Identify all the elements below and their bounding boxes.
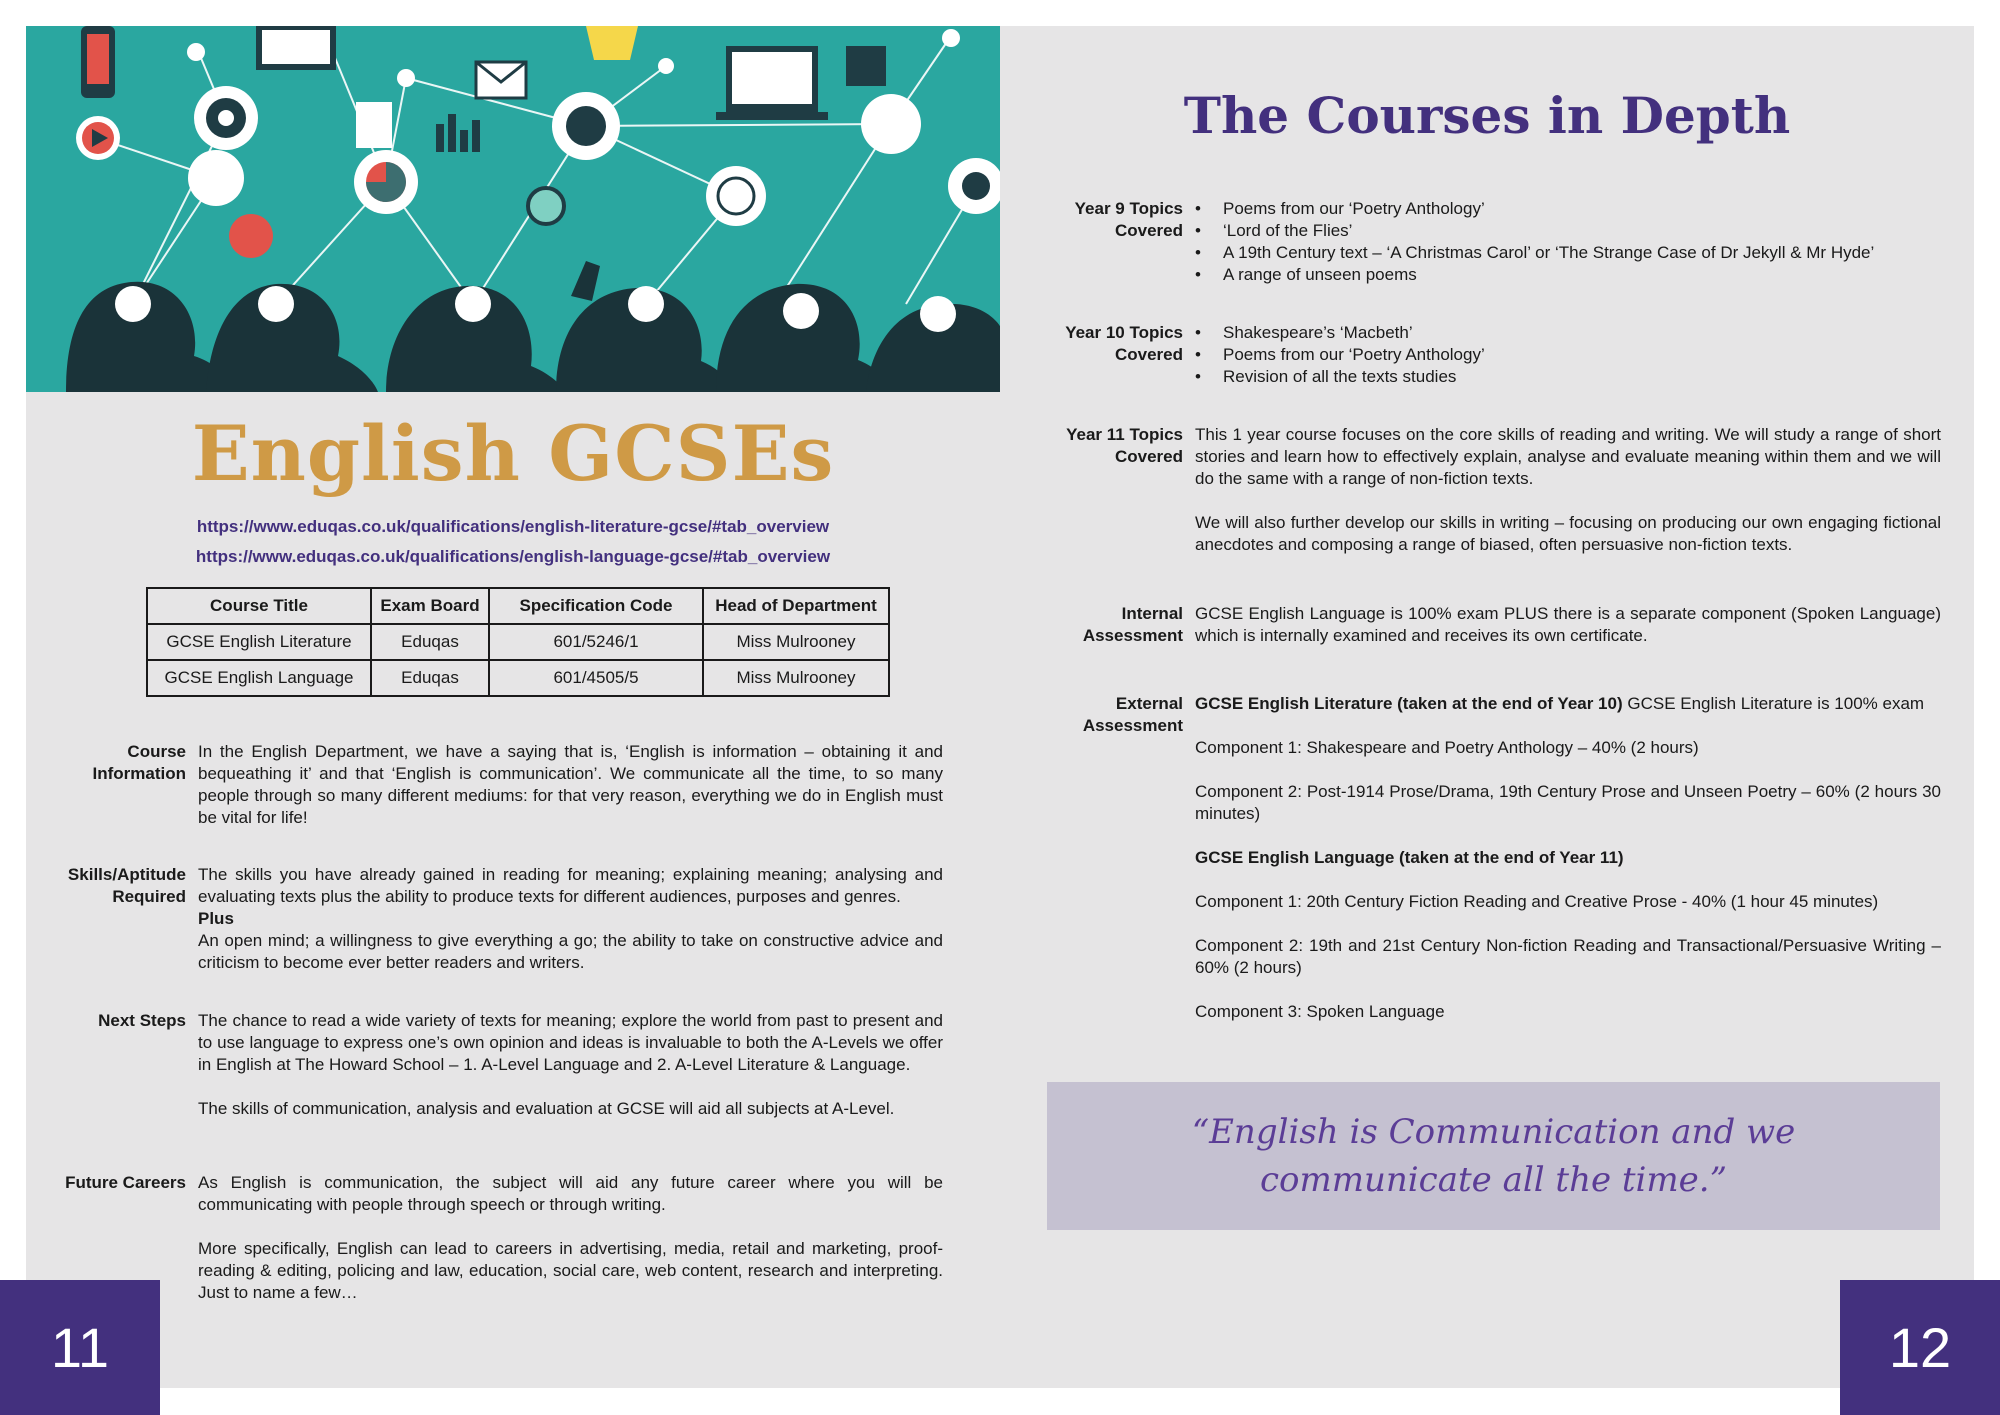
table-header: Specification Code	[489, 588, 703, 624]
section-label: Year 11 Topics Covered	[1066, 425, 1183, 466]
section-label: External Assessment	[1082, 694, 1183, 735]
table-cell: 601/5246/1	[489, 624, 703, 660]
year10-section	[1023, 322, 1941, 388]
network-heads-illustration	[26, 26, 1000, 392]
list-item: • Poems from our ‘Poetry Anthology’	[1195, 198, 1941, 220]
section-label: Year 10 Topics Covered	[1065, 323, 1183, 364]
section-text: The skills you have already gained in reading for meaning; explaining meaning; analysing and evaluating texts plus the ability to produce texts for different audiences, purposes and genres. Plus An open mind; a willingness to give everything a go; the ability to take on constructive advice and criticism to become ever better readers and writers.	[198, 865, 943, 972]
english-language-link[interactable]: https://www.eduqas.co.uk/qualifications/english-language-gcse/#tab_overview	[195, 547, 831, 566]
table-cell: Miss Mulrooney	[703, 624, 889, 660]
year9-section	[1023, 198, 1941, 286]
section-text: As English is communication, the subject will aid any future career where you will be communicating with people through speech or through writing. More specifically, English can lead to careers in advertising, media, retail and marketing, proof-reading & editing, policing and law, education, social care, web content, research and interpreting. Just to name a few…	[198, 1173, 943, 1302]
section-label: Course Information	[92, 742, 186, 783]
external-assessment-section	[1023, 693, 1941, 1023]
quote-text: “English is Communication and we communicate all the time.”	[1191, 1112, 1796, 1200]
table-header: Course Title	[147, 588, 371, 624]
table-header: Exam Board	[371, 588, 489, 624]
skills-section	[32, 864, 943, 974]
section-text: In the English Department, we have a saying that is, ‘English is information – obtaining it and bequeathing it’ and that ‘English is communication’. We communicate all the time, to so many people through so many different mediums: for that very reason, everything we do in English must be vital for life!	[198, 742, 943, 827]
literature-heading: GCSE English Literature (taken at the end of Year 10)	[1195, 694, 1623, 713]
table-row	[147, 660, 889, 696]
internal-assessment-section	[1023, 603, 1941, 647]
list-item: • Revision of all the texts studies	[1195, 366, 1941, 388]
page-number-left: 11	[0, 1280, 160, 1415]
section-label: Future Careers	[65, 1173, 186, 1192]
section-label: Skills/Aptitude Required	[67, 865, 186, 906]
course-information-section	[32, 741, 943, 829]
list-item: • A range of unseen poems	[1195, 264, 1941, 286]
table-cell: 601/4505/5	[489, 660, 703, 696]
list-item: • Poems from our ‘Poetry Anthology’	[1195, 344, 1941, 366]
page-title: English GCSEs	[191, 409, 835, 498]
table-cell: Eduqas	[371, 624, 489, 660]
table-row	[147, 624, 889, 660]
topic-list	[1195, 198, 1941, 286]
table-cell: Eduqas	[371, 660, 489, 696]
next-steps-section	[32, 1010, 943, 1120]
hero-illustration	[26, 26, 1000, 392]
table-header: Head of Department	[703, 588, 889, 624]
section-label: Next Steps	[98, 1011, 186, 1030]
list-item: • ‘Lord of the Flies’	[1195, 220, 1941, 242]
plus-label: Plus	[198, 909, 234, 928]
page-number-right: 12	[1840, 1280, 2000, 1415]
topic-list	[1195, 322, 1941, 388]
table-cell: Miss Mulrooney	[703, 660, 889, 696]
language-heading: GCSE English Language (taken at the end of Year 11)	[1195, 848, 1624, 867]
list-item: • A 19th Century text – ‘A Christmas Carol’ or ‘The Strange Case of Dr Jekyll & Mr Hyde’	[1195, 242, 1941, 264]
section-text: GCSE English Literature (taken at the end of Year 10) GCSE English Literature is 100% exam Component 1: Shakespeare and Poetry Anthology – 40% (2 hours) Component 2: Post-1914 Prose/Drama, 19th Century Prose and Unseen Poetry – 60% (2 hours 30 minutes) GCSE English Language (taken at the end of Year 11) Component 1: 20th Century Fiction Reading and Creative Prose - 40% (1 hour 45 minutes) Component 2: 19th and 21st Century Non-fiction Reading and Transactional/Persuasive Writing – 60% (2 hours) Component 3: Spoken Language	[1195, 694, 1941, 1021]
course-table	[146, 587, 890, 697]
table-cell: GCSE English Literature	[147, 624, 371, 660]
year11-section	[1023, 424, 1941, 556]
section-title: The Courses in Depth	[1183, 86, 1791, 145]
table-header-row	[147, 588, 889, 624]
quote-box	[1047, 1082, 1940, 1230]
english-literature-link[interactable]: https://www.eduqas.co.uk/qualifications/english-literature-gcse/#tab_overview	[196, 517, 830, 536]
section-text: This 1 year course focuses on the core skills of reading and writing. We will study a range of short stories and learn how to effectively explain, analyse and evaluate meaning within them and we will do the same with a range of non-fiction texts. We will also further develop our skills in writing – focusing on producing our own engaging fictional anecdotes and composing a range of biased, often persuasive non-fiction texts.	[1195, 425, 1941, 554]
table-cell: GCSE English Language	[147, 660, 371, 696]
section-text	[1195, 322, 1941, 388]
section-label: Internal Assessment	[1082, 604, 1183, 645]
future-careers-section	[32, 1172, 943, 1304]
qualification-links	[26, 512, 1000, 572]
section-label: Year 9 Topics Covered	[1074, 199, 1183, 240]
section-text: The chance to read a wide variety of texts for meaning; explore the world from past to present and to use language to express one’s own opinion and ideas is invaluable to both the A-Levels we offer in English at The Howard School – 1. A-Level Language and 2. A-Level Literature & Language. The skills of communication, analysis and evaluation at GCSE will aid all subjects at A-Level.	[198, 1011, 943, 1118]
section-text	[1195, 198, 1941, 286]
list-item: • Shakespeare’s ‘Macbeth’	[1195, 322, 1941, 344]
section-text: GCSE English Language is 100% exam PLUS there is a separate component (Spoken Language) which is internally examined and receives its own certificate.	[1195, 604, 1941, 645]
